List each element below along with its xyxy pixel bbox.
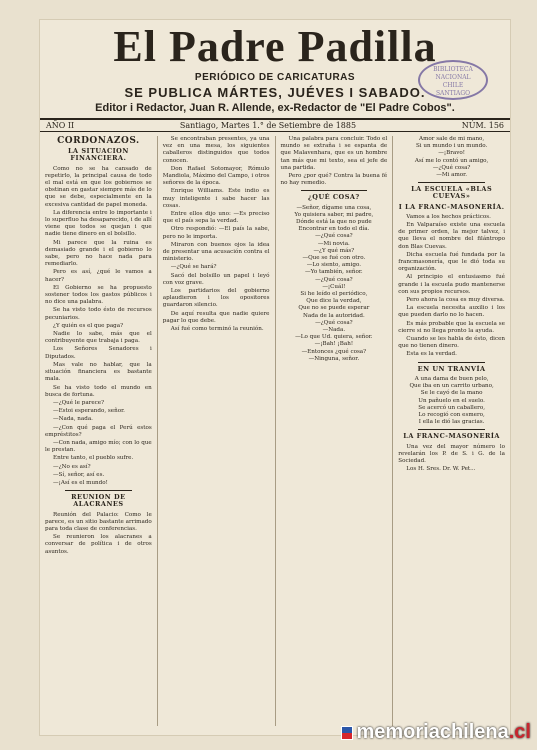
paragraph: Enrique Williams. Este indio es muy inteligente i sabe hacer las cosas. <box>162 188 270 209</box>
paragraph: Entre ellos dijo uno: —Es preciso que el país sepa la verdad. <box>162 211 270 225</box>
paragraph: Nadie lo sabe, más que el contribuyente que trabaja i paga. <box>45 331 152 345</box>
verse-line: —Señor, dígame una cosa, <box>296 204 372 211</box>
issue-date: Santiago, Martes 1.° de Setiembre de 1885 <box>179 121 357 130</box>
paragraph: Los H. Sres. Dr. W. Pet... <box>406 466 476 473</box>
watermark-brand: memoriachilena <box>356 721 509 743</box>
paragraph: Esta es la verdad. <box>406 351 457 358</box>
verse-line: Nada de la autoridad. <box>302 312 365 319</box>
paragraph: Dicha escuela fué fundada por la francmasonería, que le dió toda su organización. <box>398 251 505 273</box>
verse-line: —Entonces ¿qué cosa? <box>301 348 367 355</box>
divider <box>301 190 368 191</box>
poem-heading: EN UN TRANVÍA <box>417 364 486 373</box>
verse-line: Lo recogió con esmero, <box>418 411 485 418</box>
column-2 <box>157 136 275 726</box>
paragraph: Es más probable que la escuela se cierre si no llega pronto la ayuda. <box>398 320 505 334</box>
paragraph: Don Rafael Sotomayor, Rómulo Mandiola, Máximo del Campo, i otros señores de la época. <box>162 165 270 187</box>
paragraph: Una palabra para concluir. Todo el mundo se extraña i se espanta de que Malavenhara, que es un hombre tan más que mi texto, sea el jefe de una partida. <box>280 136 388 171</box>
paragraph: Los partidarios del gobierno aplaudieron i los opositores guardaron silencio. <box>162 288 270 309</box>
newspaper-title: El Padre Padilla <box>113 22 437 71</box>
verse-line: —¡Cuál! <box>322 283 346 290</box>
paragraph: —¿No es así? <box>53 463 91 470</box>
article-heading: REUNION DE ALACRANES <box>71 493 126 509</box>
paragraph: —Con nada, amigo mío; con lo que le prestan. <box>45 439 152 454</box>
verse-line: —Lo que Ud. quiera, señor. <box>295 334 373 341</box>
verse-line: —¿Qué cosa? <box>315 319 353 326</box>
paragraph: Vamos a los hechos prácticos. <box>406 213 491 220</box>
article-subheading: I LA FRANC-MASONERÍA. <box>398 202 505 211</box>
paragraph: ¿Y quién es el que paga? <box>53 322 124 329</box>
paragraph: Los Señores Senadores i Diputados. <box>45 346 152 360</box>
paragraph: Mas vale no hablar, que la situación financiera es bastante mala. <box>45 361 152 383</box>
issue-number: NÚM. 156 <box>461 121 504 130</box>
watermark-logo <box>341 721 531 744</box>
paragraph: —Nada, nada. <box>53 416 93 423</box>
verse-line: —Nada. <box>322 327 346 334</box>
paragraph: El Gobierno se ha propuesto sostener todos los gastos públicos i no dice una palabra. <box>45 284 152 306</box>
chile-flag-icon <box>341 726 353 740</box>
verse-line: A una dama de buen pelo, <box>414 375 489 382</box>
paragraph: Pero es así, ¿qué le vamos a hacer? <box>45 269 152 283</box>
newspaper-page <box>40 20 510 735</box>
verse-line: Si un mundo i un mundo. <box>415 143 488 150</box>
article-heading: LA FRANC-MASONERÍA <box>403 432 500 441</box>
paragraph: Cuando se les habla de ésto, dicen que no tienen dinero. <box>398 336 505 350</box>
article-columns <box>40 136 510 726</box>
section-heading: CORDONAZOS. <box>57 136 140 146</box>
verse-line: —¿Qué cosa? <box>315 276 353 283</box>
verse-line: —¡Bah! ¡Bah! <box>314 341 354 348</box>
paragraph: Miraron con buenos ojos la idea de presentar una acusación contra el ministerio. <box>162 241 270 263</box>
article-heading: LA SITUACION FINANCIERA. <box>67 147 129 163</box>
library-stamp: BIBLIOTECA NACIONAL CHILE SANTIAGO <box>418 60 488 100</box>
divider <box>418 362 485 363</box>
verse-line: Que dice la verdad, <box>306 298 362 305</box>
paragraph: Se reunieron los alacranes a conversar de política i de otros asuntos. <box>45 534 152 555</box>
verse-line: —Yo también, señor. <box>305 269 363 276</box>
editor-line: Editor i Redactor, Juan R. Allende, ex-Redactor de "El Padre Cobos". <box>95 102 455 114</box>
paragraph: —¿Qué se hará? <box>170 264 217 271</box>
paragraph: —Sí, señor, así es. <box>53 471 105 478</box>
paragraph: De aquí resulta que nadie quiere pagar lo que debe. <box>162 310 270 324</box>
column-1 <box>40 136 157 726</box>
verse-line: —Lo siento, amigo. <box>306 262 361 269</box>
verse-line: —¡Bravo! <box>438 150 465 157</box>
paragraph: —¿Con qué paga el Perú estos empréstitos? <box>45 424 152 438</box>
publication-schedule: SE PUBLICA MÁRTES, JUÉVES I SABADO. <box>124 85 426 100</box>
verse-line: Encontrar en todo el día. <box>298 226 370 233</box>
verse-line: Que iba en un carrito urbano, <box>409 383 494 390</box>
column-3 <box>275 136 393 726</box>
paragraph: Mi parece que la ruina es demasiado grande i el gobierno lo sabe, pero no hace nada para remediarlo. <box>45 239 152 268</box>
paragraph: Así fué como terminó la reunión. <box>170 326 264 333</box>
verse-line: —Ninguna, señor. <box>308 355 360 362</box>
paragraph: Pero ahora la cosa es muy diversa. <box>406 297 505 304</box>
verse-line: —Mi novia. <box>317 240 350 247</box>
issue-info-bar <box>40 118 510 132</box>
paragraph: Se encontraban presentes, ya una vez en una mesa, los siguientes caballeros distinguidos que todos conocen. <box>162 136 270 164</box>
issue-year: AÑO II <box>46 121 75 130</box>
watermark-tld: .cl <box>508 721 531 743</box>
verse-line: Yo quisiera saber, mi padre, <box>294 211 374 218</box>
divider <box>65 490 132 491</box>
verse-line: I ella le dió las gracias. <box>418 419 485 426</box>
verse-line: Un pañuelo en el suelo. <box>418 397 485 404</box>
paragraph: Al principio el entusiasmo fué grande i la escuela pudo mantenerse con sus propios recursos. <box>398 274 505 295</box>
verse-line: Se acercó un caballero, <box>418 404 485 411</box>
verse-line: —¿Qué cosa? <box>432 164 471 171</box>
newspaper-subtitle: PERIÓDICO DE CARICATURAS <box>194 72 356 83</box>
verse-line: —¿Qué cosa? <box>315 233 353 240</box>
article-heading: LA ESCUELA «BLAS CUEVAS» <box>411 185 493 201</box>
column-4 <box>392 136 510 726</box>
paragraph: —¿Qué le parece? <box>53 399 105 406</box>
verse-line: Dónde está la que no pude <box>296 219 372 226</box>
verse-line: Que no se puede esperar <box>298 305 370 312</box>
divider <box>418 182 485 183</box>
verse-line: Si he leído el periódico, <box>300 291 368 298</box>
paragraph: —¡Así es el mundo! <box>53 479 108 486</box>
paragraph: La escuela necesita auxilio i los que pueden darlo no lo hacen. <box>398 305 505 319</box>
paragraph: La diferencia entre lo importante i lo superfluo ha desaparecido, i de allí viene que todos se quejan i que nadie tiene dinero en el bolsillo. <box>45 209 152 238</box>
verse-line: Se le cayó de la mano <box>420 390 483 397</box>
poem-heading: ¿QUÉ COSA? <box>308 193 360 202</box>
paragraph: En Valparaíso existe una escuela de primer orden, la mejor talvez, i que lleva el nombre del filántropo don Blas Cuevas. <box>398 222 505 250</box>
verse-line: —Que se fué con otro. <box>302 255 366 262</box>
paragraph: Se ha visto todo el mundo en busca de fortuna. <box>45 384 152 398</box>
paragraph: Pero ¿por qué? Contra la buena fé no hay remedio. <box>280 173 388 187</box>
verse-line: Así me lo contó un amigo, <box>414 157 489 164</box>
verse-line: Amor sale de mi mano, <box>419 136 485 142</box>
verse-line: —¿Y qué más? <box>313 247 355 254</box>
verse-line: —Mi amor. <box>436 172 467 179</box>
paragraph: Entre tanto, el pueblo sufre. <box>53 455 134 462</box>
paragraph: Como no se ha cansado de repetirlo, la principal causa de todo el mal está en que los gobiernos se obstinan en gastar siempre más de lo que se debe, especialmente en la excesiva cantidad de papel moneda. <box>45 165 152 208</box>
paragraph: Sacó del bolsillo un papel i leyó con voz grave. <box>162 272 270 286</box>
divider <box>418 429 485 430</box>
paragraph: Se ha visto todo ésto de recursos pecuniarios. <box>45 307 152 321</box>
paragraph: Otro respondió: —El país la sabe, pero no le importa. <box>162 226 270 240</box>
paragraph: Reunión del Palacio: Como le parece, es un sitio bastante arrimado para toda clase de conferencias. <box>45 511 152 532</box>
paragraph: —Estoi esperando, señor. <box>53 408 125 415</box>
paragraph: Una vez del mayor número lo revelarán los P. de S. i G. de la Sociedad. <box>398 443 505 464</box>
